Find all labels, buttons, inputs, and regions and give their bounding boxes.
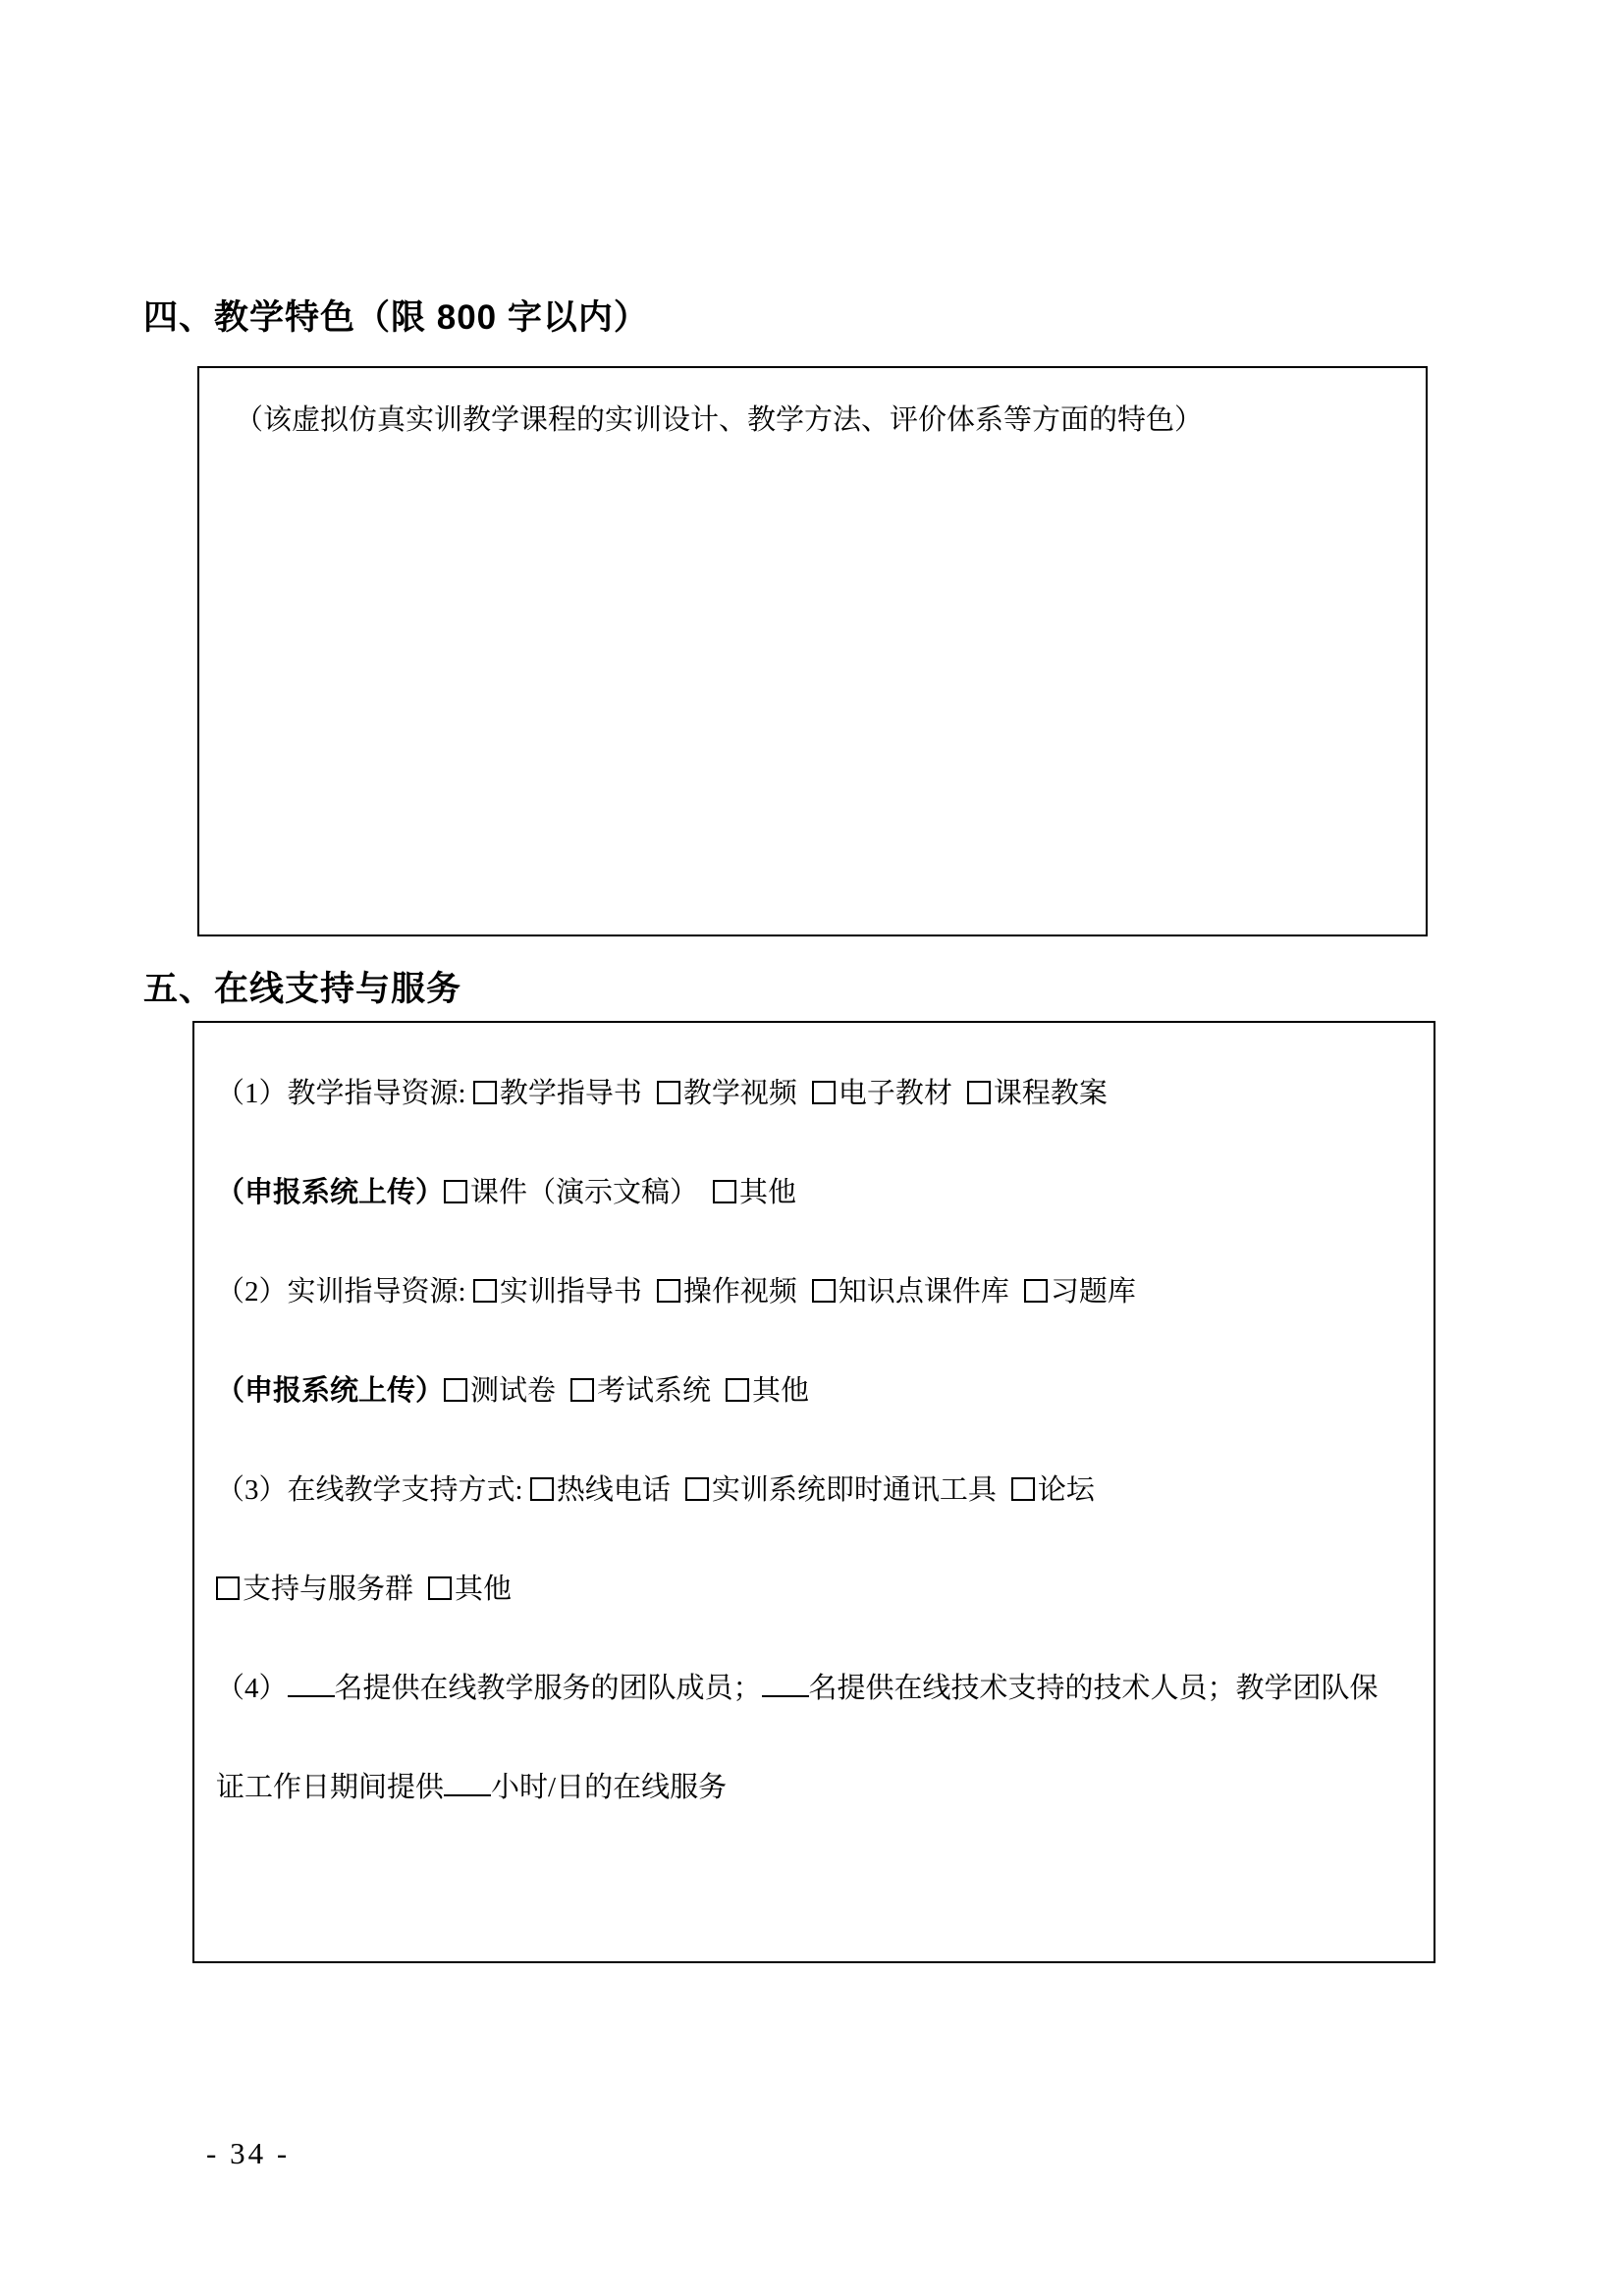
form-line (216, 1540, 1404, 1639)
checkbox-option (657, 1276, 797, 1308)
checkbox-icon[interactable] (657, 1081, 680, 1104)
line-text: 名提供在线教学服务的团队成员； (334, 1673, 762, 1704)
form-line (216, 1342, 1404, 1441)
form-line (216, 1144, 1404, 1243)
checkbox-icon[interactable] (967, 1081, 991, 1104)
checkbox-label: 电子教材 (838, 1078, 952, 1109)
checkbox-label: 考试系统 (597, 1375, 712, 1407)
checkbox-icon[interactable] (428, 1576, 452, 1600)
form-line (216, 1441, 1404, 1540)
checkbox-label: 习题库 (1050, 1276, 1136, 1308)
line-text: 名提供在线技术支持的技术人员；教学团队保证工作日期间提供 (216, 1673, 1379, 1803)
blank-field[interactable] (444, 1766, 491, 1796)
blank-field[interactable] (762, 1667, 809, 1697)
checkbox-label: 教学视频 (682, 1078, 797, 1109)
checkbox-option (1011, 1474, 1095, 1506)
checkbox-icon[interactable] (570, 1378, 594, 1402)
checkbox-icon[interactable] (444, 1378, 467, 1402)
line-text: （4） (216, 1673, 288, 1704)
checkbox-option (216, 1574, 413, 1605)
checkbox-option (685, 1474, 997, 1506)
checkbox-label: 其他 (752, 1375, 810, 1407)
checkbox-label: 测试卷 (470, 1375, 557, 1407)
checkbox-option (713, 1177, 796, 1208)
line-text: （申报系统上传） (216, 1375, 445, 1407)
checkbox-label: 其他 (455, 1574, 513, 1605)
checkbox-option (444, 1375, 556, 1407)
teaching-features-hint: （该虚拟仿真实训教学课程的实训设计、教学方法、评价体系等方面的特色） (235, 404, 1204, 436)
checkbox-option (473, 1276, 642, 1308)
checkbox-label: 论坛 (1037, 1474, 1095, 1506)
checkbox-label: 课程教案 (993, 1078, 1108, 1109)
checkbox-option (1024, 1276, 1136, 1308)
checkbox-icon[interactable] (1011, 1477, 1035, 1501)
checkbox-option (428, 1574, 512, 1605)
checkbox-icon[interactable] (812, 1279, 836, 1303)
checkbox-label: 实训系统即时通讯工具 (711, 1474, 997, 1506)
section4-heading: 四、教学特色（限 800 字以内） (143, 298, 649, 337)
form-line (216, 1044, 1404, 1144)
checkbox-icon[interactable] (1024, 1279, 1048, 1303)
form-line (216, 1243, 1404, 1342)
online-support-box (192, 1021, 1435, 1963)
checkbox-label: 热线电话 (556, 1474, 671, 1506)
blank-field[interactable] (288, 1667, 335, 1697)
checkbox-label: 知识点课件库 (838, 1276, 1009, 1308)
checkbox-icon[interactable] (444, 1180, 467, 1203)
checkbox-icon[interactable] (812, 1081, 836, 1104)
form-line (216, 1639, 1404, 1838)
checkbox-option (812, 1078, 952, 1109)
checkbox-label: 操作视频 (682, 1276, 797, 1308)
checkbox-option (657, 1078, 797, 1109)
checkbox-option (726, 1375, 809, 1407)
line-text: 小时/日的在线服务 (491, 1772, 728, 1803)
checkbox-option (444, 1177, 698, 1208)
line-text: （2）实训指导资源: (216, 1276, 473, 1308)
line-text: （3）在线教学支持方式: (216, 1474, 530, 1506)
checkbox-icon[interactable] (216, 1576, 240, 1600)
checkbox-icon[interactable] (473, 1279, 497, 1303)
checkbox-option (530, 1474, 671, 1506)
checkbox-icon[interactable] (685, 1477, 709, 1501)
checkbox-icon[interactable] (473, 1081, 497, 1104)
section5-heading: 五、在线支持与服务 (143, 970, 462, 1008)
line-text: （申报系统上传） (216, 1177, 445, 1208)
checkbox-icon[interactable] (530, 1477, 554, 1501)
checkbox-option (967, 1078, 1108, 1109)
line-text: （1）教学指导资源: (216, 1078, 473, 1109)
checkbox-label: 其他 (739, 1177, 797, 1208)
checkbox-label: 教学指导书 (499, 1078, 642, 1109)
checkbox-option (812, 1276, 1009, 1308)
checkbox-icon[interactable] (726, 1378, 749, 1402)
checkbox-label: 支持与服务群 (243, 1574, 414, 1605)
online-support-lines (216, 1044, 1404, 1838)
checkbox-icon[interactable] (713, 1180, 736, 1203)
checkbox-option (473, 1078, 642, 1109)
checkbox-option (570, 1375, 711, 1407)
checkbox-label: 课件（演示文稿） (470, 1177, 699, 1208)
page-number: - 34 - (206, 2136, 291, 2170)
checkbox-icon[interactable] (657, 1279, 680, 1303)
teaching-features-box (197, 366, 1428, 936)
checkbox-label: 实训指导书 (499, 1276, 642, 1308)
